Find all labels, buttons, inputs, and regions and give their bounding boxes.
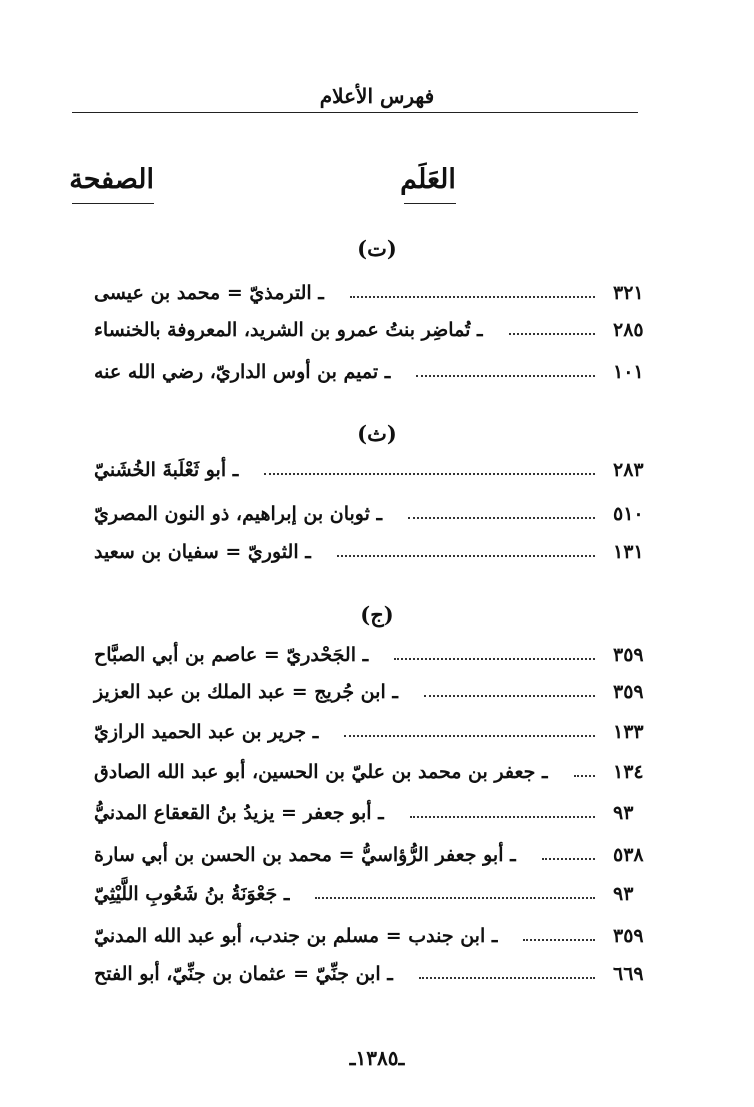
index-entry [90,921,673,951]
section-heading-ta: (ت) [357,236,397,261]
entry-name: ـ تميم بن أوس الداريّ، رضي الله عنه [94,361,391,383]
page-heading-underline [72,203,154,204]
leader-dots [419,977,595,979]
leader-dots [509,333,595,335]
entry-name: ـ أبو جعفر = يزيدُ بنُ القعقاع المدنيُّ [94,802,384,824]
section-heading-tha: (ث) [357,421,397,446]
entry-page-number: ٢٨٥ [613,319,644,341]
entry-name: ـ ابن جنِّيّ = عثمان بن جنِّيّ، أبو الفتح [94,963,393,985]
entry-name: ـ ابن جُريج = عبد الملك بن عبد العزيز [94,681,398,703]
index-entry [90,677,673,707]
leader-dots [542,858,595,860]
page-column-heading: الصفحة [69,164,154,195]
running-title: فهرس الأعلام [319,84,435,108]
leader-dots [394,658,595,660]
index-entry [90,959,673,989]
index-entry [90,537,673,567]
entry-page-number: ٣٥٩ [613,681,644,703]
entry-page-number: ٥٣٨ [613,844,644,866]
name-column-heading: العَلَم [400,164,456,195]
entry-page-number: ٣٢١ [613,282,644,304]
leader-dots [344,735,595,737]
entry-name: ـ الثوريّ = سفيان بن سعيد [94,541,311,563]
index-entry [90,840,673,870]
entry-name: ـ ثوبان بن إبراهيم، ذو النون المصريّ [94,503,383,525]
leader-dots [408,517,595,519]
entry-page-number: ٦٦٩ [613,963,644,985]
entry-name: ـ الجَحْدريّ = عاصم بن أبي الصبَّاح [94,644,369,666]
entry-page-number: ٣٥٩ [613,925,644,947]
index-entry [90,640,673,670]
entry-name: ـ ابن جندب = مسلم بن جندب، أبو عبد الله المدنيّ [94,925,498,947]
entry-name: ـ الترمذيّ = محمد بن عيسى [94,282,324,304]
entry-name: ـ تُماضِر بنتُ عمرو بن الشريد، المعروفة بالخنساء [94,319,483,341]
entry-name: ـ جرير بن عبد الحميد الرازيّ [94,721,319,743]
entry-name: ـ جَعْوَنَةُ بنُ شَعُوبِ اللَّيْثِيّ [94,883,290,905]
leader-dots [424,695,595,697]
entry-page-number: ٩٣ [613,802,634,824]
entry-page-number: ١٠١ [613,361,644,383]
index-entry [90,455,673,485]
entry-page-number: ١٣١ [613,541,644,563]
entry-page-number: ١٣٤ [613,761,644,783]
index-entry [90,757,673,787]
entry-page-number: ٢٨٣ [613,459,644,481]
name-heading-underline [404,203,456,204]
entry-page-number: ٣٥٩ [613,644,644,666]
leader-dots [264,473,595,475]
entry-page-number: ٩٣ [613,883,634,905]
entry-name: ـ جعفر بن محمد بن عليّ بن الحسين، أبو عبد الله الصادق [94,761,548,783]
leader-dots [410,816,595,818]
leader-dots [416,375,595,377]
leader-dots [337,555,595,557]
index-entry [90,879,673,909]
page-number: ـ١٣٨٥ـ [349,1046,405,1070]
index-entry [90,798,673,828]
index-entry [90,499,673,529]
index-entry [90,357,673,387]
leader-dots [315,897,595,899]
entry-page-number: ١٣٣ [613,721,644,743]
leader-dots [574,775,595,777]
leader-dots [523,939,595,941]
section-heading-jim: (ج) [360,602,394,627]
entry-name: ـ أبو جعفر الرُّؤاسيُّ = محمد بن الحسن بن أبي سارة [94,844,516,866]
index-entry [90,278,673,308]
index-entry [90,717,673,747]
leader-dots [350,296,595,298]
entry-name: ـ أبو ثَعْلَبةَ الخُشَنيّ [94,459,239,481]
index-entry [90,315,673,345]
header-rule [72,112,638,113]
entry-page-number: ٥١٠ [613,503,644,525]
